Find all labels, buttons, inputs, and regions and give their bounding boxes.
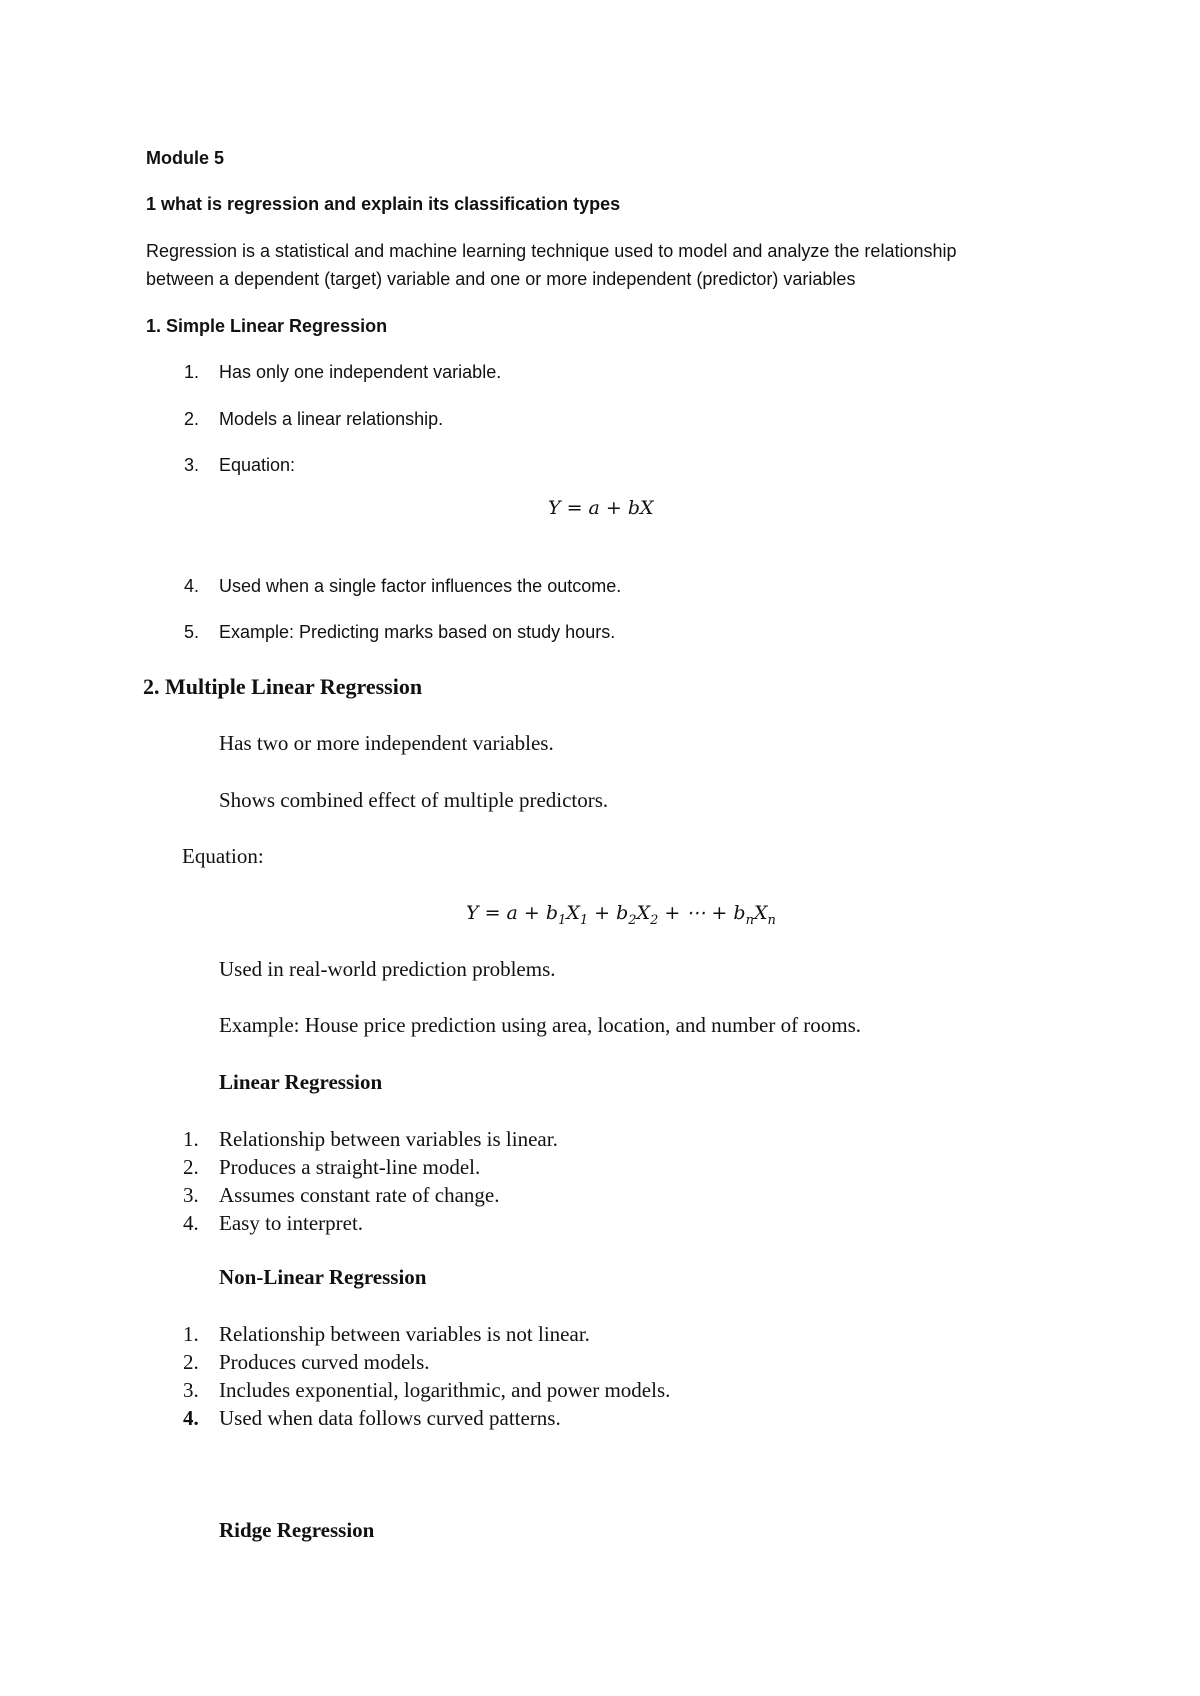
list-item: Used when data follows curved patterns. [219, 1406, 561, 1430]
equation-label: Equation: [182, 844, 264, 868]
list-number: 3. [183, 1378, 199, 1402]
list-number: 3. [183, 1183, 199, 1207]
list-item: Models a linear relationship. [219, 409, 444, 429]
list-number: 4. [183, 1406, 199, 1430]
multiple-paragraph-3: Used in real-world prediction problems. [219, 957, 556, 981]
list-item: Produces a straight-line model. [219, 1155, 481, 1179]
list-number: 4. [184, 576, 200, 596]
multiple-paragraph-4: Example: House price prediction using area, location, and number of rooms. [219, 1013, 862, 1037]
list-item: Equation: [219, 455, 296, 475]
list-item: Includes exponential, logarithmic, and power models. [219, 1378, 671, 1402]
multiple-paragraph-1: Has two or more independent variables. [219, 731, 554, 755]
list-number: 1. [183, 1127, 199, 1151]
list-item: Produces curved models. [219, 1350, 430, 1374]
module-title: Module 5 [146, 148, 225, 168]
list-item: Used when a single factor influences the outcome. [219, 576, 622, 596]
list-item: Relationship between variables is not linear. [219, 1322, 590, 1346]
list-number: 4. [183, 1211, 199, 1235]
list-number: 3. [184, 455, 200, 475]
multiple-equation: $Y = a + b_1X_1 + b_2X_2$ + ⋯ + $b_nX_n$ [466, 902, 776, 928]
simple-equation: Y = a + bX [548, 497, 654, 519]
list-item: Easy to interpret. [219, 1211, 364, 1235]
multiple-linear-heading: 2. Multiple Linear Regression [143, 674, 423, 699]
list-item: Assumes constant rate of change. [219, 1183, 500, 1207]
intro-line-1: Regression is a statistical and machine learning technique used to model and analyze the relationship [146, 241, 957, 261]
list-item: Has only one independent variable. [219, 362, 502, 382]
list-item: Relationship between variables is linear. [219, 1127, 558, 1151]
ridge-regression-heading: Ridge Regression [219, 1518, 375, 1542]
list-item: Example: Predicting marks based on study hours. [219, 622, 616, 642]
intro-line-2: between a dependent (target) variable and one or more independent (predictor) variables [146, 269, 856, 289]
list-number: 1. [184, 362, 200, 382]
list-number: 2. [183, 1155, 199, 1179]
multiple-paragraph-2: Shows combined effect of multiple predictors. [219, 788, 609, 812]
list-number: 2. [184, 409, 200, 429]
list-number: 2. [183, 1350, 199, 1374]
question-heading: 1 what is regression and explain its classification types [146, 194, 621, 214]
list-number: 1. [183, 1322, 199, 1346]
simple-linear-heading: 1. Simple Linear Regression [146, 316, 388, 336]
linear-regression-heading: Linear Regression [219, 1070, 383, 1094]
list-number: 5. [184, 622, 200, 642]
non-linear-regression-heading: Non-Linear Regression [219, 1265, 427, 1289]
